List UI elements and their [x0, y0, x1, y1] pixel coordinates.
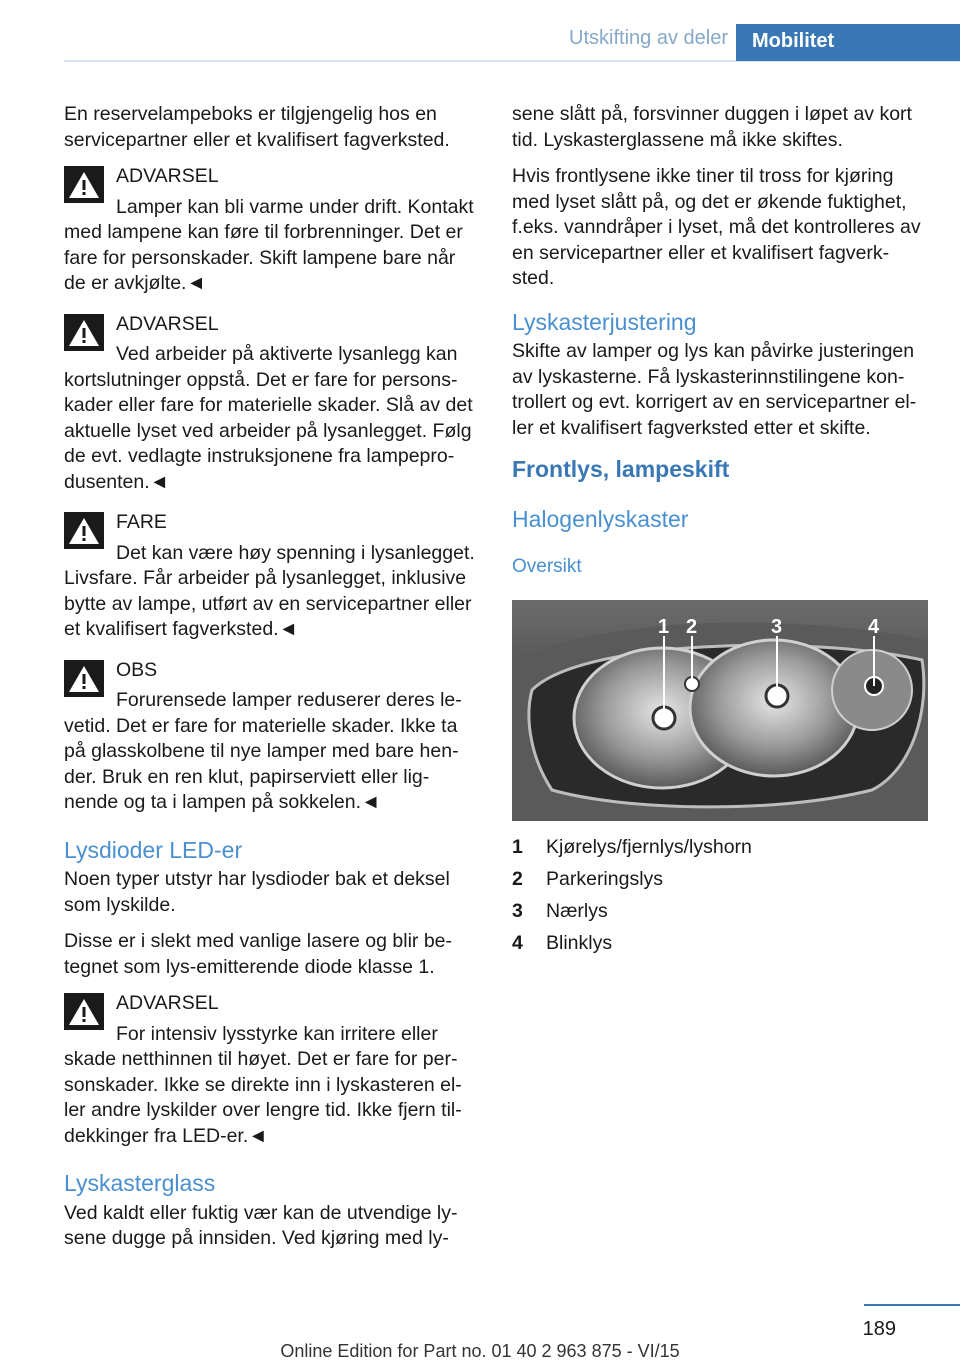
paragraph: Noen typer utstyr har lysdioder bak et deksel som lyskilde.: [64, 868, 450, 916]
page-number: 189: [862, 1318, 896, 1340]
warning-icon: [64, 166, 104, 203]
legend-label: Parkeringslys: [546, 867, 664, 890]
warning-text-first-line: For intensiv lysstyrke kan irritere eller: [116, 1022, 438, 1045]
warning-block: [64, 991, 480, 1149]
legend-item: [512, 867, 930, 899]
warning-text: kortslutninger oppstå. Det er fare for persons-kader eller fare for materielle skader. Slå av det aktuelle lyset ved arbeider på lysanlegget. Følg de evt. vedlagte instruksjonene fra lampepro-dusenten.◄: [64, 368, 473, 493]
section-heading-led: Lysdioder LED-er: [64, 836, 243, 863]
footer-edition: Online Edition for Part no. 01 40 2 963 875 - VI/15: [280, 1341, 680, 1361]
warning-text-first-line: Lamper kan bli varme under drift. Kontakt: [116, 195, 474, 218]
callout-4: 4: [868, 615, 880, 638]
subsection-heading-halogen: Halogenlyskaster: [512, 505, 689, 532]
legend-item: [512, 835, 930, 867]
callout-2: 2: [686, 615, 698, 638]
legend-label: Nærlys: [546, 899, 608, 922]
warning-title: ADVARSEL: [116, 165, 219, 187]
notice-block: [64, 658, 480, 816]
warning-title: FARE: [116, 511, 167, 533]
warning-icon: [64, 660, 104, 697]
paragraph: sene slått på, forsvinner duggen i løpet av kort tid. Lyskasterglassene må ikke skiftes.: [512, 103, 912, 151]
paragraph: Hvis frontlysene ikke tiner til tross for kjøring med lyset slått på, og det er økende fuktighet, f.eks. vanndråper i lyset, må det kontrolleres av en servicepartner eller et kvalifisert fagverk-sted.: [512, 165, 921, 289]
paragraph: Ved kaldt eller fuktig vær kan de utvendige ly-sene dugge på innsiden. Ved kjøring med ly-: [64, 1201, 458, 1249]
header-section-title: Utskifting av deler: [569, 27, 728, 49]
right-column: [512, 102, 930, 963]
callout-1: 1: [658, 615, 670, 638]
paragraph: En reservelampeboks er tilgjengelig hos en servicepartner eller et kvalifisert fagverksted.: [64, 103, 450, 151]
warning-text-first-line: Forurensede lamper reduserer deres le-: [116, 689, 462, 711]
warning-icon: [64, 993, 104, 1030]
section-heading-front-lights: Frontlys, lampeskift: [512, 456, 730, 482]
warning-title: OBS: [116, 658, 158, 681]
warning-icon: [64, 512, 104, 549]
paragraph: Disse er i slekt med vanlige lasere og blir be-tegnet som lys-emitterende diode klasse 1.: [64, 930, 453, 978]
warning-text: Livsfare. Får arbeider på lysanlegget, inklusive bytte av lampe, utført av en servicepartner eller et kvalifisert fagverksted.◄: [64, 567, 472, 640]
warning-text: med lampene kan føre til forbrenninger. Det er fare for personskader. Skift lampene bare når de er avkjølte.◄: [64, 221, 463, 294]
left-column: [64, 102, 480, 1263]
headlight-photo: [512, 600, 928, 821]
warning-block: [64, 312, 480, 496]
warning-title: ADVARSEL: [116, 992, 219, 1014]
section-heading-glass: Lyskasterglass: [64, 1170, 216, 1196]
danger-block: [64, 510, 480, 643]
subsection-heading-overview: Oversikt: [512, 556, 582, 577]
legend-number: 3: [512, 899, 523, 922]
warning-title: ADVARSEL: [116, 312, 219, 335]
callout-3: 3: [771, 615, 783, 638]
paragraph: Skifte av lamper og lys kan påvirke justeringen av lyskasterne. Få lyskasterinnstilingene kon-trollert og evt. korrigert av en servicepartner el-ler et kvalifisert fagverksted etter et skifte.: [512, 340, 917, 439]
warning-text-first-line: Ved arbeider på aktiverte lysanlegg kan: [116, 343, 458, 365]
headlight-illustration: [512, 600, 928, 821]
header-chapter-tab: Mobilitet: [736, 24, 960, 61]
footer-rule: [864, 1304, 960, 1306]
section-heading-adjustment: Lyskasterjustering: [512, 308, 697, 335]
warning-block: [64, 164, 480, 297]
legend-list: [512, 835, 930, 963]
legend-item: [512, 899, 930, 931]
legend-number: 1: [512, 835, 523, 858]
warning-icon: [64, 314, 104, 351]
legend-number: 4: [512, 931, 523, 954]
warning-text: vetid. Det er fare for materielle skader. Ikke ta på glasskolbene til nye lamper med bare hen-der. Bruk en ren klut, papirserviett eller lig-nende og ta i lampen på sokkelen.◄: [64, 714, 459, 813]
legend-number: 2: [512, 867, 523, 890]
legend-label: Blinklys: [546, 931, 613, 954]
warning-text: skade netthinnen til høyet. Det er fare for per-sonskader. Ikke se direkte inn i lyskasteren el-ler andre lyskilder over lengre tid. Ikke fjern til-dekkinger fra LED-er.◄: [64, 1048, 462, 1147]
legend-label: Kjørelys/fjernlys/lyshorn: [546, 835, 752, 858]
legend-item: [512, 931, 930, 963]
warning-text-first-line: Det kan være høy spenning i lysanlegget.: [116, 541, 475, 564]
